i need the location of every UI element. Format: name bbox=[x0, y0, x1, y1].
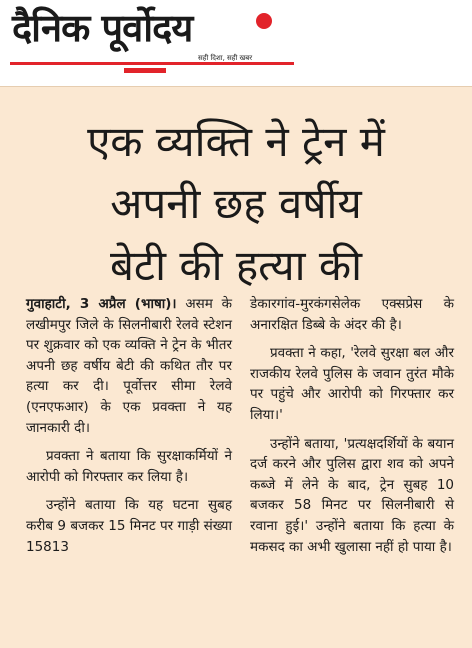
article-column-left bbox=[26, 294, 232, 557]
article-paragraph bbox=[26, 294, 232, 438]
logo-sun-icon bbox=[256, 13, 272, 29]
masthead bbox=[0, 0, 472, 86]
headline-line-1: एक व्यक्ति ने ट्रेन में bbox=[87, 117, 385, 166]
article-paragraph: डेकारगांव-मुरकंगसेलेक एक्सप्रेस के अनारक्षित डिब्बे के अंदर की है। bbox=[250, 296, 454, 333]
newspaper-tagline: सही दिशा, सही खबर bbox=[198, 54, 253, 62]
headline bbox=[0, 111, 472, 297]
masthead-rule bbox=[10, 62, 294, 65]
headline-line-3: बेटी की हत्या की bbox=[109, 241, 363, 290]
masthead-strip bbox=[124, 68, 166, 73]
newspaper-title: दैनिक पूर्वोदय bbox=[12, 6, 193, 50]
article-column-right bbox=[250, 294, 454, 557]
article-paragraph: उन्होंने बताया, 'प्रत्यक्षदर्शियों के बयान दर्ज करने और पुलिस द्वारा शव को अपने कब्जे में लेने के बाद, ट्रेन सुबह 10 बजकर 58 मिनट पर सिलनीबारी से रवाना हुई।' उन्होंने बताया कि हत्या के मकसद का अभी खुलासा नहीं हो पाया है। bbox=[250, 435, 454, 555]
article-paragraph: प्रवक्ता ने कहा, 'रेलवे सुरक्षा बल और राजकीय रेलवे पुलिस के जवान तुरंत मौके पर पहुंचे और आरोपी को गिरफ्तार कर लिया।' bbox=[250, 345, 454, 423]
headline-line-2: अपनी छह वर्षीय bbox=[110, 179, 362, 228]
dateline: गुवाहाटी, 3 अप्रैल (भाषा)। bbox=[26, 296, 177, 312]
article-text: असम के लखीमपुर जिले के सिलनीबारी रेलवे स्टेशन पर शुक्रवार को एक व्यक्ति ने ट्रेन के भीतर अपनी छह वर्षीय बेटी की कथित तौर पर हत्या कर दी। पूर्वोत्तर सीमा रेलवे (एनएफआर) के एक प्रवक्ता ने यह जानकारी दी। bbox=[26, 296, 232, 436]
article-paragraph: उन्होंने बताया कि यह घटना सुबह करीब 9 बजकर 15 मिनट पर गाड़ी संख्या 15813 bbox=[26, 497, 232, 555]
article-paragraph: प्रवक्ता ने बताया कि सुरक्षाकर्मियों ने आरोपी को गिरफ्तार कर लिया है। bbox=[26, 448, 232, 485]
